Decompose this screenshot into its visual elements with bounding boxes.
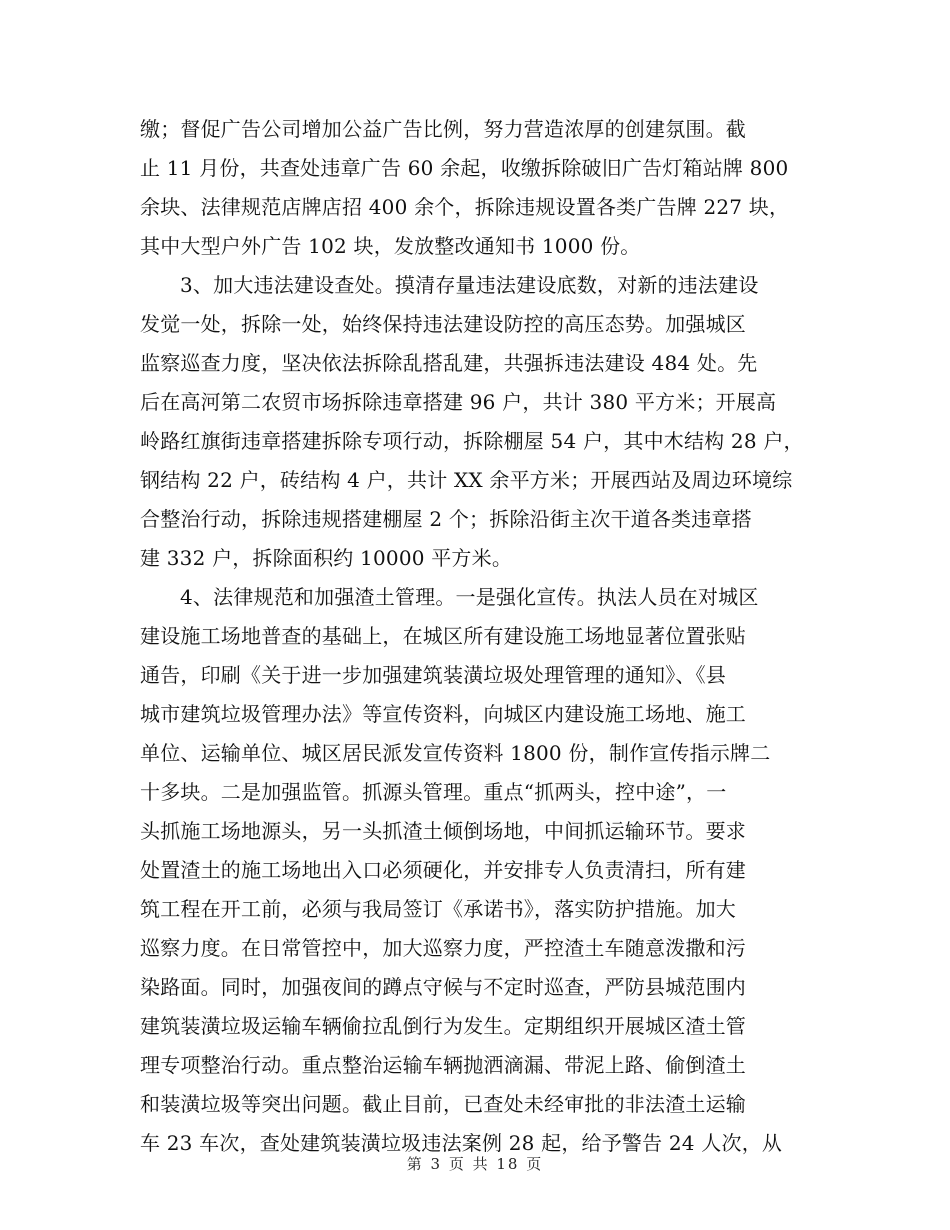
page-footer: 第 3 页 共 18 页 (406, 1155, 544, 1173)
text-line: 建设施工场地普查的基础上，在城区所有建设施工场地显著位置张贴 (140, 624, 746, 648)
text-line: 头抓施工场地源头，另一头抓渣土倾倒场地，中间抓运输环节。要求 (140, 819, 746, 843)
text-line: 染路面。同时，加强夜间的蹲点守候与不定时巡查，严防县城范围内 (140, 975, 746, 999)
text-line: 建 332 户，拆除面积约 10000 平方米。 (140, 546, 513, 570)
text-line: 筑工程在开工前，必须与我局签订《承诺书》，落实防护措施。加大 (140, 897, 736, 921)
text-line: 单位、运输单位、城区居民派发宣传资料 1800 份，制作宣传指示牌二 (140, 741, 771, 765)
text-line: 车 23 车次，查处建筑装潢垃圾违法案例 28 起，给予警告 24 人次，从 (140, 1131, 783, 1155)
text-line: 十多块。二是加强监管。抓源头管理。重点“抓两头，控中途”，一 (140, 780, 727, 804)
text-line: 建筑装潢垃圾运输车辆偷拉乱倒行为发生。定期组织开展城区渣土管 (140, 1014, 746, 1038)
text-line: 通告，印刷《关于进一步加强建筑装潢垃圾处理管理的通知》、《县 (140, 663, 726, 687)
text-line: 钢结构 22 户，砖结构 4 户，共计 XX 余平方米；开展西站及周边环境综 (140, 468, 793, 492)
text-line: 余块、法律规范店牌店招 400 余个，拆除违规设置各类广告牌 227 块， (140, 195, 790, 219)
text-line: 其中大型户外广告 102 块，发放整改通知书 1000 份。 (140, 234, 641, 258)
text-line: 合整治行动，拆除违规搭建棚屋 2 个；拆除沿街主次干道各类违章搭 (140, 507, 752, 531)
text-line: 巡察力度。在日常管控中，加大巡察力度，严控渣土车随意泼撒和污 (140, 936, 746, 960)
text-line: 理专项整治行动。重点整治运输车辆抛洒滴漏、带泥上路、偷倒渣土 (140, 1053, 746, 1077)
text-line: 3、加大违法建设查处。摸清存量违法建设底数，对新的违法建设 (180, 273, 759, 297)
text-line: 后在高河第二农贸市场拆除违章搭建 96 户，共计 380 平方米；开展高 (140, 390, 777, 414)
text-line: 止 11 月份，共查处违章广告 60 余起，收缴拆除破旧广告灯箱站牌 800 (140, 156, 789, 180)
text-line: 处置渣土的施工场地出入口必须硬化，并安排专人负责清扫，所有建 (140, 858, 746, 882)
document-body (140, 110, 840, 1163)
text-line: 监察巡查力度，坚决依法拆除乱搭乱建，共强拆违法建设 484 处。先 (140, 351, 758, 375)
text-line: 4、法律规范和加强渣土管理。一是强化宣传。执法人员在对城区 (180, 585, 759, 609)
text-line: 城市建筑垃圾管理办法》等宣传资料，向城区内建设施工场地、施工 (140, 702, 746, 726)
text-line: 岭路红旗街违章搭建拆除专项行动，拆除棚屋 54 户，其中木结构 28 户， (140, 429, 804, 453)
text-line: 缴；督促广告公司增加公益广告比例，努力营造浓厚的创建氛围。截 (140, 117, 746, 141)
text-line: 发觉一处，拆除一处，始终保持违法建设防控的高压态势。加强城区 (140, 312, 746, 336)
text-line: 和装潢垃圾等突出问题。截止目前，已查处未经审批的非法渣土运输 (140, 1092, 746, 1116)
